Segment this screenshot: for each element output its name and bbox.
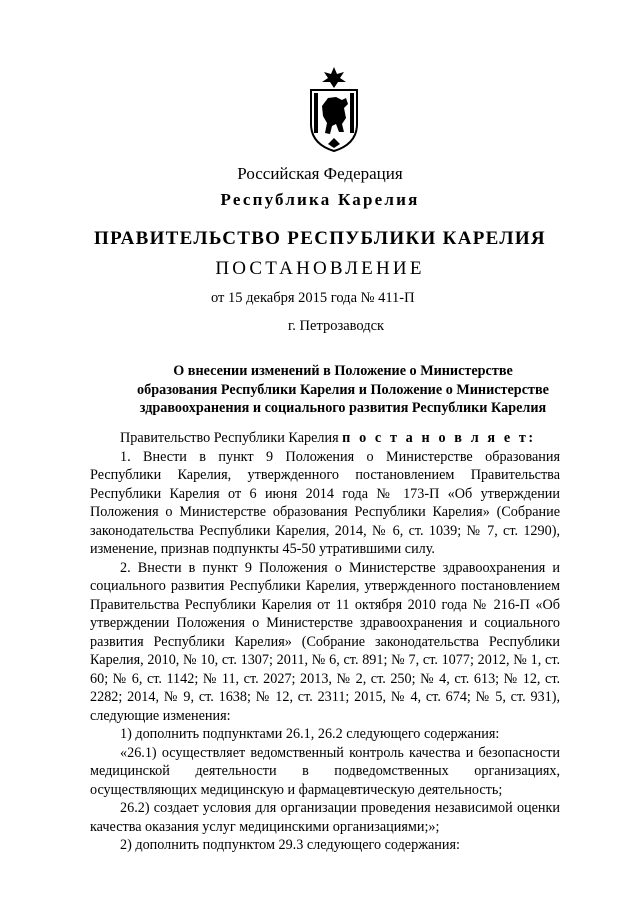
federation-line: Российская Федерация [237,164,403,183]
intro-paragraph [90,429,560,448]
subject-line: О внесении изменений в Положение о Министерстве [173,363,513,379]
document-subject [118,362,568,418]
karelia-coat-of-arms-icon [306,66,362,152]
body-paragraph: 2) дополнить подпунктом 29.3 следующего содержания: [120,837,460,853]
body-paragraph: 26.2) создает условия для организации проведения независимой оценки качества оказания услуг медицинскими организациями;»; [90,800,560,835]
intro-keyword: п о с т а н о в л я е т: [342,430,536,446]
body-paragraph: 1. Внести в пункт 9 Положения о Министерстве образования Республики Карелия, утвержденного постановлением Правительства Республики Карелия от 6 июня 2014 года № 173-П «Об утверждении Положения о Министерстве образования Республики Карелия» (Собрание законодательства Республики Карелия, 2014, № 6, ст. 1039; № 7, ст. 1290), изменение, признав подпункты 45-50 утратившими силу. [90,448,560,557]
subject-line: здравоохранения и социального развития Республики Карелия [139,400,547,416]
republic-line: Республика Карелия [220,190,420,209]
document-city: г. Петрозаводск [288,318,385,334]
intro-prefix: Правительство Республики Карелия [120,430,339,446]
body-paragraph: 1) дополнить подпунктами 26.1, 26.2 следующего содержания: [120,726,500,742]
government-title: ПРАВИТЕЛЬСТВО РЕСПУБЛИКИ КАРЕЛИЯ [94,228,546,249]
subject-line: образования Республики Карелия и Положение о Министерстве [137,381,549,398]
document-type: ПОСТАНОВЛЕНИЕ [215,258,425,279]
document-body [90,429,560,855]
document-date: от 15 декабря 2015 года № 411-П [211,290,415,306]
body-paragraph: 2. Внести в пункт 9 Положения о Министерстве здравоохранения и социального развития Республики Карелия, утвержденного постановлением Правительства Республики Карелия от 11 октября 2010 года № 216-П «Об утверждении Положения о Министерстве здравоохранения и социального развития Республики Карелия» (Собрание законодательства Республики Карелия, 2010, № 10, ст. 1307; 2011, № 6, ст. 891; № 7, ст. 1077; 2012, № 1, ст. 60; № 6, ст. 1142; № 11, ст. 2027; 2013, № 2, ст. 250; № 4, ст. 613; № 12, ст. 2282; 2014, № 9, ст. 1638; № 12, ст. 2311; 2015, № 4, ст. 674; № 5, ст. 931), следующие изменения: [90,559,560,724]
body-paragraph: «26.1) осуществляет ведомственный контроль качества и безопасности медицинской деятельности в подведомственных организациях, осуществляющих медицинскую и фармацевтическую деятельность; [90,744,560,798]
